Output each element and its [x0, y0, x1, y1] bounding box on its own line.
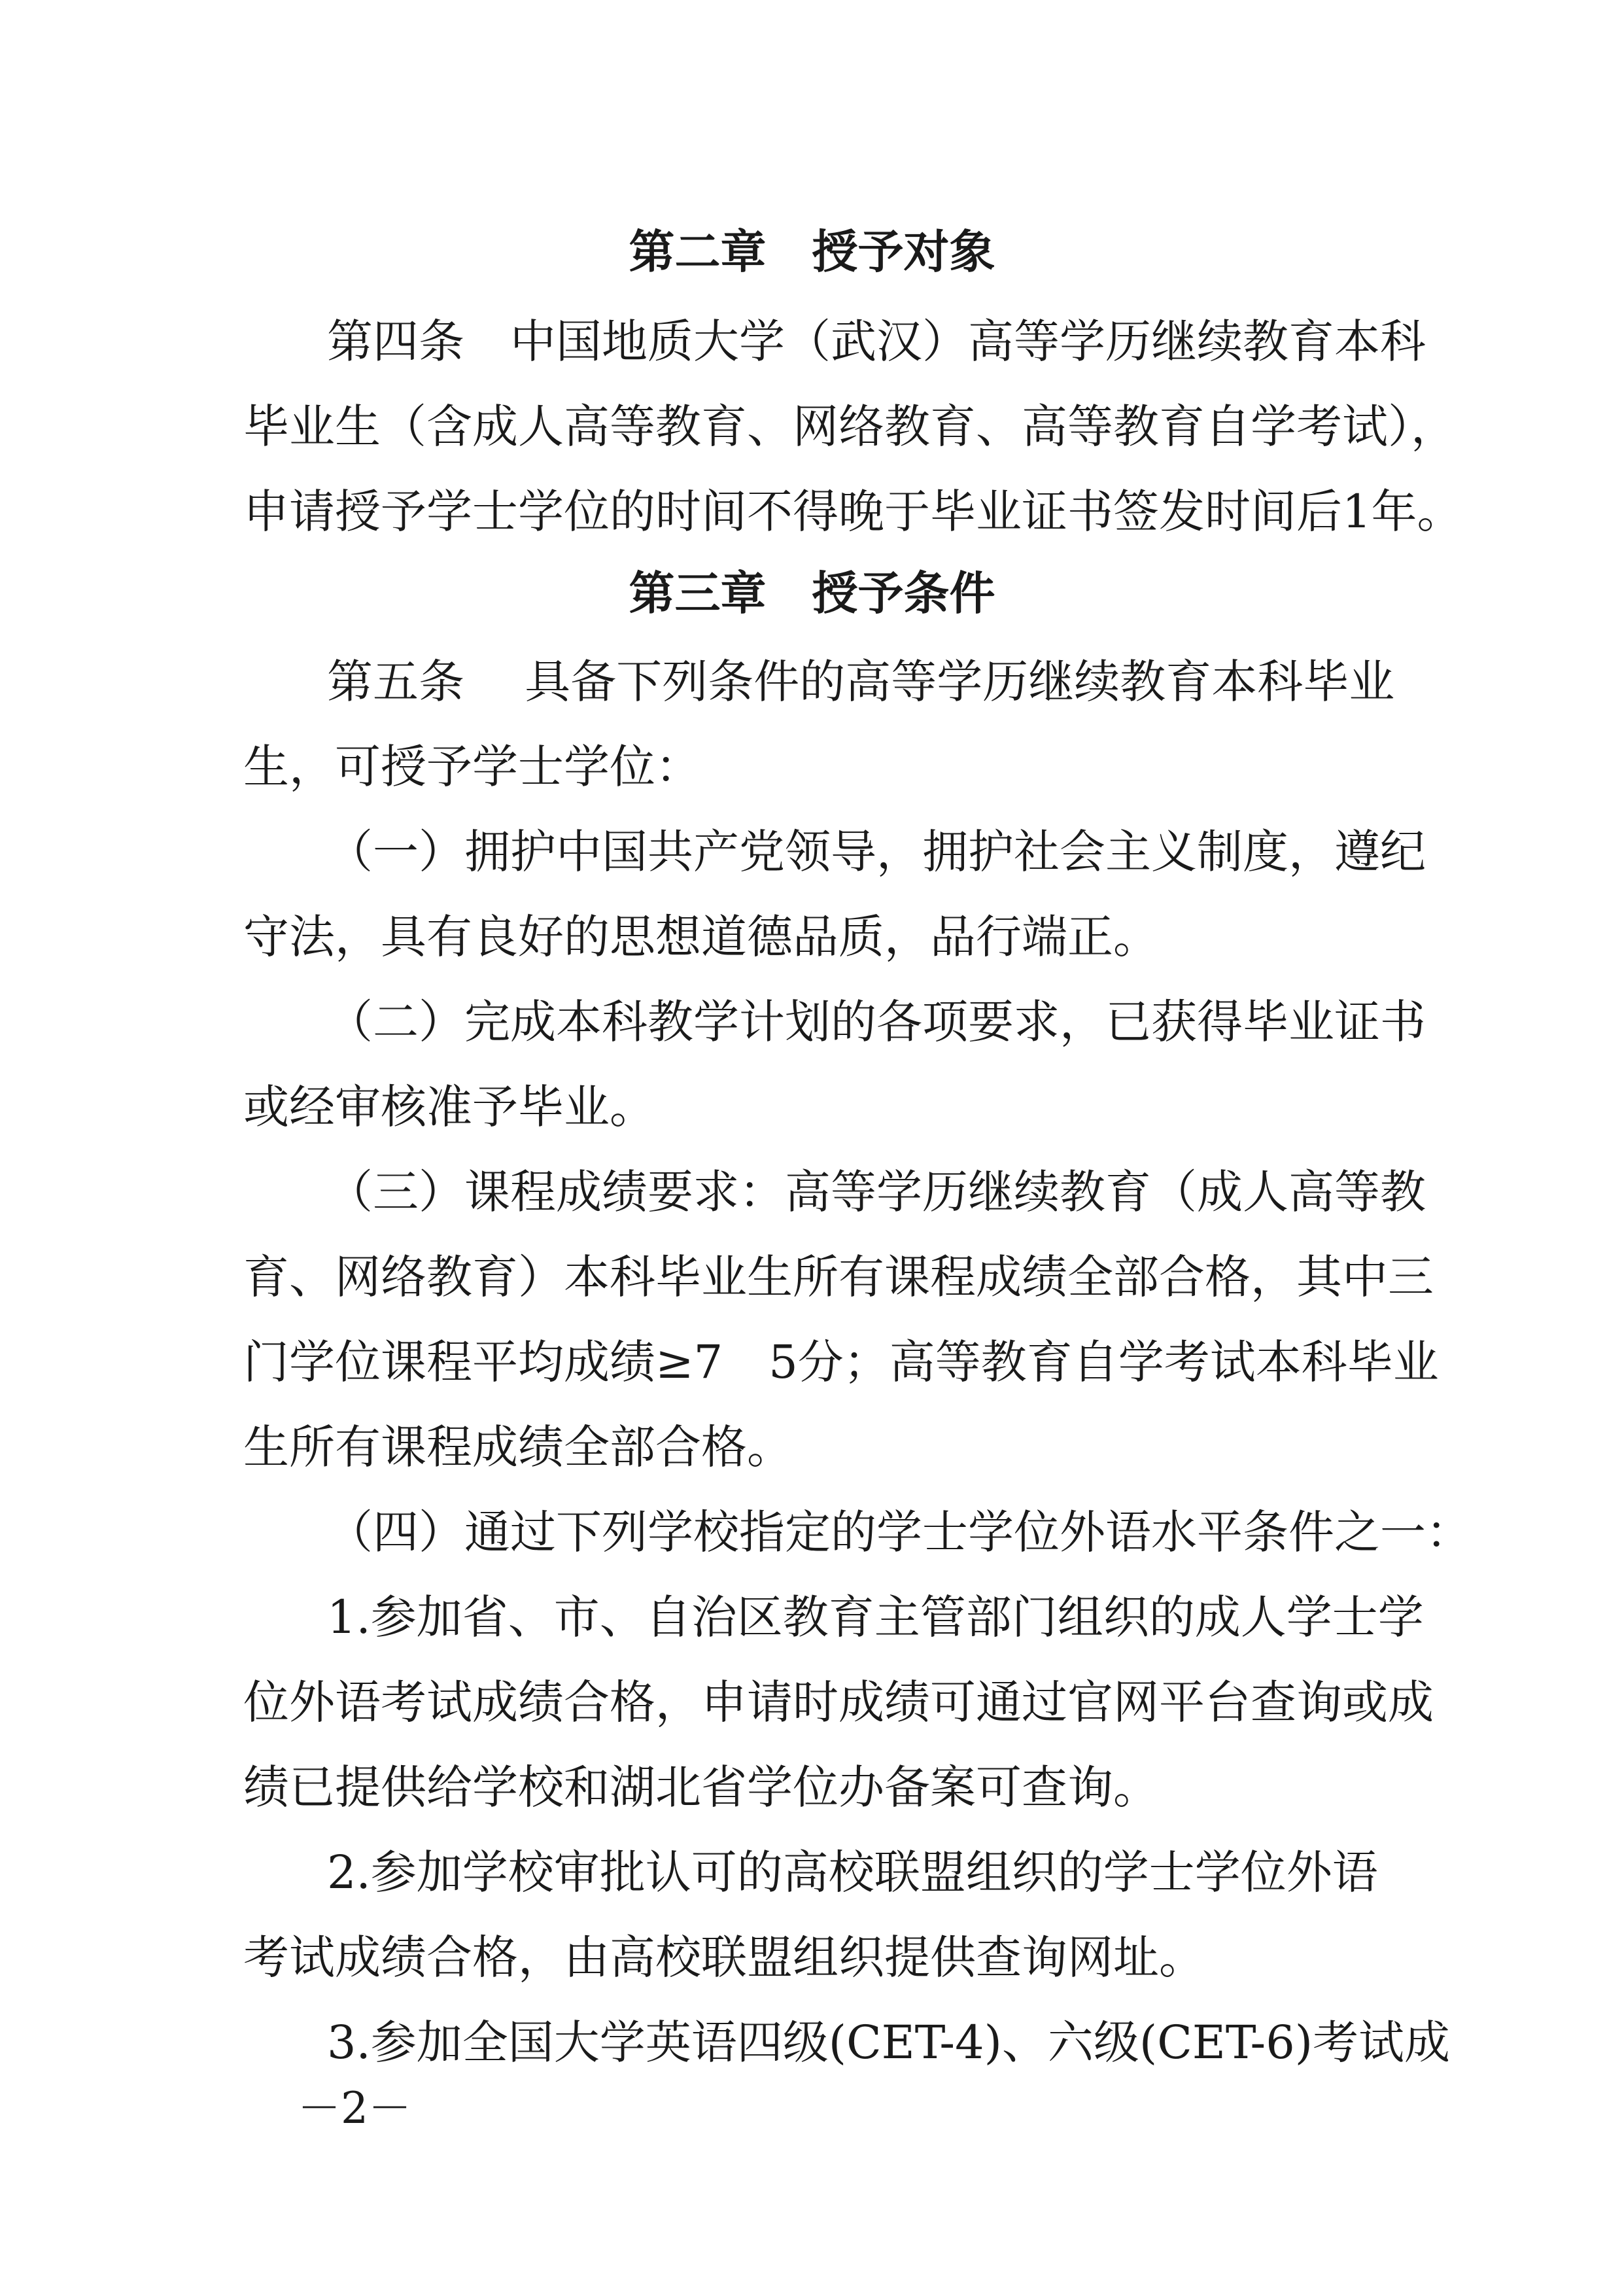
sub-2-line-2: 考试成绩合格，由高校联盟组织提供查询网址。: [243, 1931, 1205, 1984]
article-4-line-2: 毕业生（含成人高等教育、网络教育、高等教育自学考试），: [243, 400, 1457, 453]
article-5-line-2: 生，可授予学士学位：: [243, 740, 701, 794]
sub-1-line-2: 位外语考试成绩合格，申请时成绩可通过官网平台查询或成: [243, 1675, 1434, 1729]
article-4-line-3: 申请授予学士学位的时间不得晚于毕业证书签发时间后1年。: [243, 485, 1463, 538]
item-1-line-2: 守法，具有良好的思想道德品质，品行端正。: [243, 910, 1159, 964]
item-3-line-3: 门学位课程平均成绩≥7 5分；高等教育自学考试本科毕业: [243, 1335, 1439, 1389]
sub-3-line-1: 3.参加全国大学英语四级(CET-4)、六级(CET-6)考试成: [327, 2016, 1451, 2069]
item-2-line-1: （二）完成本科教学计划的各项要求，已获得毕业证书: [327, 995, 1426, 1049]
sub-1-line-3: 绩已提供给学校和湖北省学位办备案可查询。: [243, 1761, 1159, 1814]
item-3-line-4: 生所有课程成绩全部合格。: [243, 1420, 793, 1474]
item-4-line-1: （四）通过下列学校指定的学士学位外语水平条件之一：: [327, 1505, 1472, 1559]
item-3-line-2: 育、网络教育）本科毕业生所有课程成绩全部合格，其中三: [243, 1250, 1434, 1304]
chapter-3-heading: 第三章 授予条件: [629, 567, 995, 620]
page-number: －2－: [298, 2083, 411, 2133]
article-5-line-1: 第五条 具备下列条件的高等学历继续教育本科毕业: [327, 655, 1395, 709]
article-4-line-1: 第四条 中国地质大学（武汉）高等学历继续教育本科: [327, 315, 1426, 368]
item-1-line-1: （一）拥护中国共产党领导，拥护社会主义制度，遵纪: [327, 825, 1426, 879]
sub-2-line-1: 2.参加学校审批认可的高校联盟组织的学士学位外语: [327, 1846, 1378, 1899]
chapter-2-heading: 第二章 授予对象: [629, 225, 995, 279]
item-3-line-1: （三）课程成绩要求：高等学历继续教育（成人高等教: [327, 1165, 1426, 1219]
sub-1-line-1: 1.参加省、市、自治区教育主管部门组织的成人学士学: [327, 1590, 1424, 1644]
item-2-line-2: 或经审核准予毕业。: [243, 1080, 655, 1134]
